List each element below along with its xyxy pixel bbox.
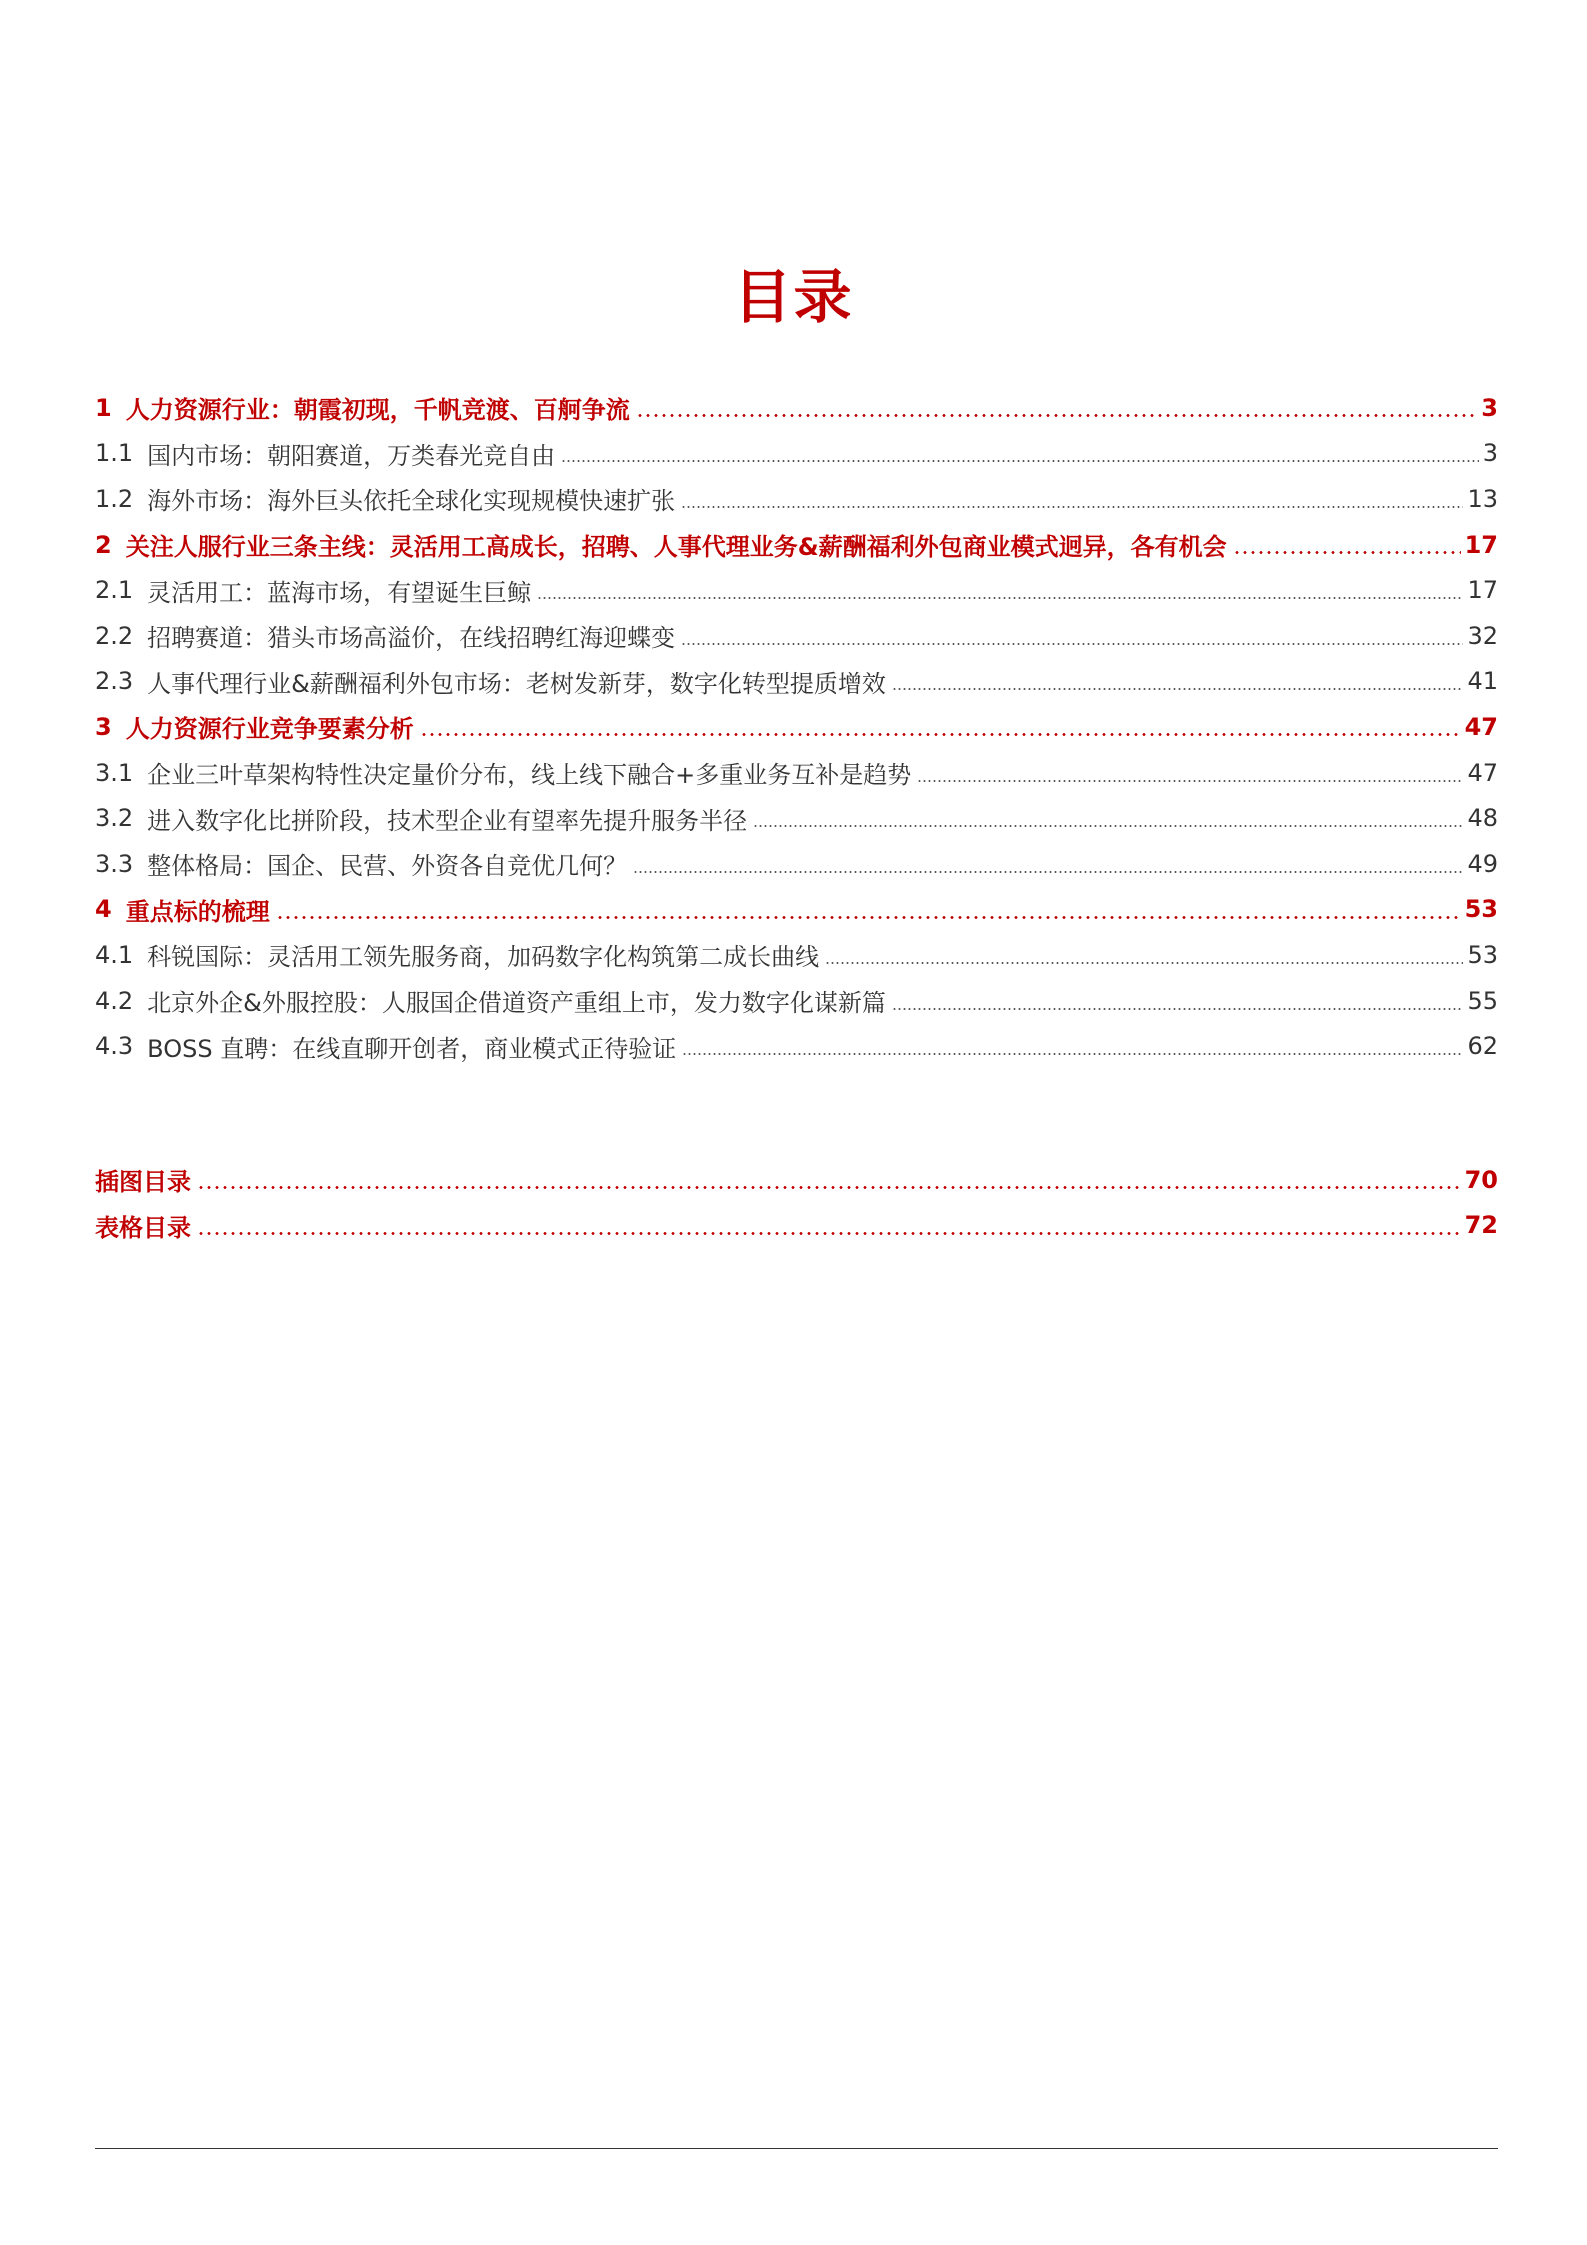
toc-entry-2-2[interactable] [95,613,1498,659]
toc-entry-label: 灵活用工：蓝海市场，有望诞生巨鲸 [147,578,532,607]
dot-leader [892,1008,1464,1010]
toc-entry-page: 53 [1464,895,1498,924]
toc-entry-label: 科锐国际：灵活用工领先服务商，加码数字化构筑第二成长曲线 [147,943,820,972]
toc-entry-page: 47 [1467,758,1498,787]
toc-entry-label: 人力资源行业：朝霞初现，千帆竞渡、百舸争流 [125,396,630,425]
figure-table-index [95,1157,1498,1248]
dot-leader [636,414,1478,417]
dot-leader [917,780,1463,782]
toc-entry-label: 重点标的梳理 [125,897,270,926]
toc-entry-number: 1 [95,393,112,422]
toc-entry-page: 48 [1467,804,1498,833]
toc-entry-1[interactable] [95,385,1498,431]
toc-entry-number: 2.3 [95,667,134,696]
toc-entry-page: 3 [1481,393,1498,422]
toc-entry-4-3[interactable] [95,1023,1498,1069]
toc-entry-3-1[interactable] [95,750,1498,796]
dot-leader [682,1053,1463,1055]
dot-leader [197,1232,1461,1235]
toc-entry-label: 插图目录 [95,1168,191,1197]
toc-entry-2-3[interactable] [95,659,1498,705]
toc-entry-label: 关注人服行业三条主线：灵活用工高成长，招聘、人事代理业务&薪酬福利外包商业模式迥异，各有机会 [125,533,1227,562]
toc-entry-3[interactable] [95,704,1498,750]
toc-entry-label: 企业三叶草架构特性决定量价分布，线上线下融合+多重业务互补是趋势 [147,761,912,790]
toc-entry-label: 表格目录 [95,1213,191,1242]
table-of-contents [95,385,1498,1069]
dot-leader [537,597,1463,599]
toc-entry-page: 47 [1464,712,1498,741]
toc-entry-page: 72 [1464,1211,1498,1240]
toc-entry-number: 2.1 [95,576,134,605]
dot-leader [633,871,1463,873]
toc-entry-label: 北京外企&外服控股：人服国企借道资产重组上市，发力数字化谋新篇 [147,989,886,1018]
page-title: 目录 [733,263,854,331]
footer-divider [95,2148,1498,2149]
toc-entry-label: 国内市场：朝阳赛道，万类春光竞自由 [147,441,556,470]
toc-entry-page: 41 [1467,667,1498,696]
toc-entry-number: 3.2 [95,804,134,833]
toc-entry-number: 2.2 [95,621,134,650]
toc-entry-page: 70 [1464,1165,1498,1194]
toc-entry-page: 17 [1464,530,1498,559]
toc-entry-page: 55 [1467,986,1498,1015]
toc-entry-2-1[interactable] [95,567,1498,613]
toc-entry-3-3[interactable] [95,841,1498,887]
toc-entry-number: 4.3 [95,1032,134,1061]
toc-entry-page: 3 [1482,439,1498,468]
dot-leader [420,733,1461,736]
toc-entry-number: 2 [95,530,112,559]
dot-leader [197,1186,1461,1189]
toc-entry-number: 4 [95,895,112,924]
dot-leader [1233,551,1461,554]
toc-entry-page: 53 [1467,940,1498,969]
dot-leader [681,643,1463,645]
toc-entry-page: 13 [1467,484,1498,513]
toc-entry-number: 4.2 [95,986,134,1015]
toc-entry-label: 招聘赛道：猎头市场高溢价，在线招聘红海迎蝶变 [147,624,676,653]
toc-entry-4[interactable] [95,887,1498,933]
toc-entry-number: 1.1 [95,439,134,468]
toc-entry-label: 整体格局：国企、民营、外资各自竞优几何？ [147,852,628,881]
toc-entry-number: 4.1 [95,940,134,969]
toc-entry-number: 3 [95,712,112,741]
toc-entry-label: BOSS 直聘：在线直聊开创者，商业模式正待验证 [147,1034,677,1063]
toc-entry-2[interactable] [95,522,1498,568]
dot-leader [825,962,1463,964]
toc-entry-number: 3.1 [95,758,134,787]
toc-entry-1-1[interactable] [95,431,1498,477]
toc-entry-3-2[interactable] [95,795,1498,841]
toc-entry-4-2[interactable] [95,978,1498,1024]
toc-entry-page: 49 [1467,849,1498,878]
dot-leader [753,825,1463,827]
toc-entry-label: 人事代理行业&薪酬福利外包市场：老树发新芽，数字化转型提质增效 [147,669,886,698]
toc-entry-label: 人力资源行业竞争要素分析 [125,715,414,744]
toc-entry-page: 62 [1467,1032,1498,1061]
toc-entry-4-1[interactable] [95,932,1498,978]
toc-entry-1-2[interactable] [95,476,1498,522]
toc-entry-number: 3.3 [95,849,134,878]
dot-leader [892,688,1464,690]
dot-leader [561,460,1479,462]
toc-entry-page: 17 [1467,576,1498,605]
toc-entry-table-index[interactable] [95,1203,1498,1249]
dot-leader [681,506,1463,508]
toc-entry-number: 1.2 [95,484,134,513]
dot-leader [276,916,1461,919]
toc-entry-page: 32 [1467,621,1498,650]
toc-entry-figure-index[interactable] [95,1157,1498,1203]
toc-entry-label: 进入数字化比拼阶段，技术型企业有望率先提升服务半径 [147,806,748,835]
toc-entry-label: 海外市场：海外巨头依托全球化实现规模快速扩张 [147,487,676,516]
